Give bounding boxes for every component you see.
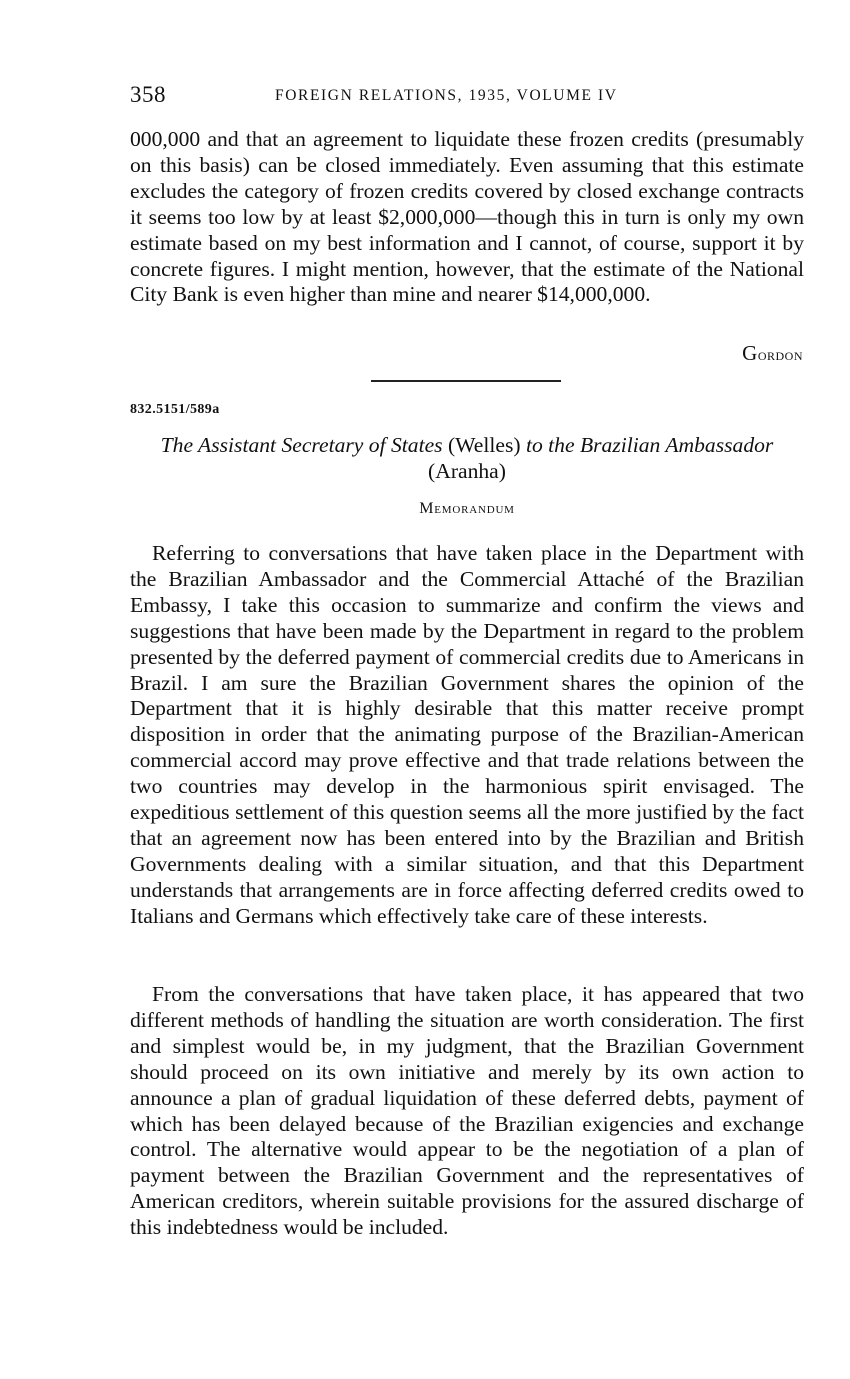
title-part-1: The Assistant Secretary of States: [160, 433, 448, 457]
memorandum-paragraph-2: From the conversations that have taken place, it has appeared that two different methods of handling the situation are worth consideration. The first and simplest would be, in my judgment, that the Brazilian Government should proceed on its own initiative and merely by its own action to announce a plan of gradual liquidation of these deferred debts, payment of which has been delayed because of the Brazilian exigencies and exchange control. The alternative would appear to be the negotiation of a plan of payment between the Brazilian Government and the representatives of American creditors, wherein suitable provisions for the assured discharge of this indebtedness would be included.: [130, 982, 804, 1240]
title-name-aranha: (Aranha): [428, 459, 506, 483]
file-number: 832.5151/589a: [130, 402, 220, 417]
signature-gordon: Gordon: [742, 341, 803, 365]
page-header: [130, 82, 804, 112]
title-name-welles: (Welles): [447, 433, 521, 457]
memorandum-heading: Memorandum: [419, 500, 515, 517]
document-title: [130, 432, 804, 484]
page-number: 358: [130, 82, 166, 107]
continued-paragraph: 000,000 and that an agreement to liquidate these frozen credits (presumably on this basis) can be closed immediately. Even assuming that this estimate excludes the category of frozen credits covered by closed exchange contracts it seems too low by at least $2,000,000—though this in turn is only my own estimate based on my best information and I cannot, of course, support it by concrete figures. I might mention, however, that the estimate of the National City Bank is even higher than mine and nearer $14,000,000.: [130, 127, 804, 307]
section-divider: [371, 380, 561, 382]
memorandum-paragraph-1: Referring to conversations that have taken place in the Department with the Brazilian Ambassador and the Commercial Attaché of the Brazilian Embassy, I take this occasion to summarize and confirm the views and suggestions that have been made by the Department in regard to the problem presented by the deferred payment of commercial credits due to Americans in Brazil. I am sure the Brazilian Government shares the opinion of the Department that it is highly desirable that this matter receive prompt disposition in order that the animating purpose of the Brazilian-American commercial accord may prove effective and that trade relations between the two countries may develop in the harmonious spirit envisaged. The expeditious settlement of this question seems all the more justified by the fact that an agreement now has been entered into by the Brazilian and British Governments dealing with a similar situation, and that this Department understands that arrangements are in force affecting deferred credits owed to Italians and Germans which effectively take care of these interests.: [130, 541, 804, 928]
title-part-2: to the Brazilian Ambassador: [520, 433, 774, 457]
running-head: FOREIGN RELATIONS, 1935, VOLUME IV: [275, 87, 618, 104]
